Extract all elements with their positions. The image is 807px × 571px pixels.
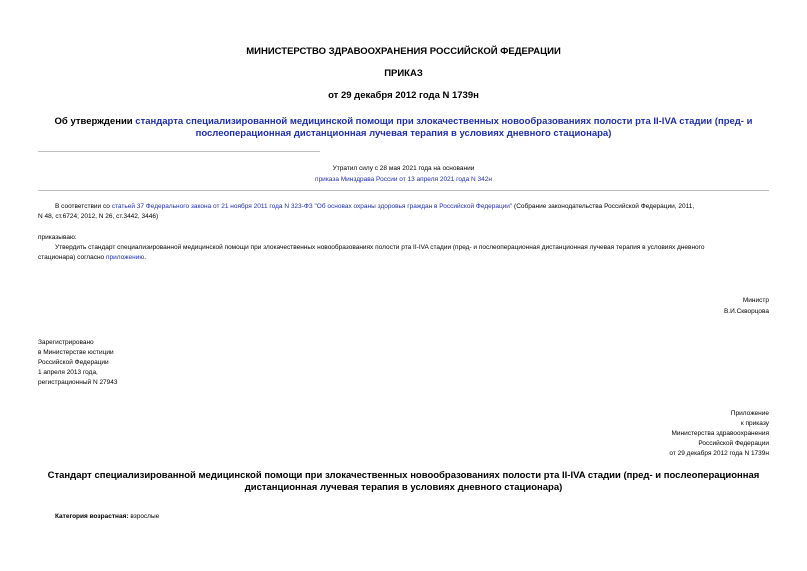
registration-line: Российской Федерации — [38, 359, 109, 366]
order-prikazyvayu: приказываю: — [38, 234, 77, 241]
preamble-after-link: (Собрание законодательства Российской Федерации, 2011, — [512, 203, 695, 210]
doc-date-heading: от 29 декабря 2012 года N 1739н — [328, 90, 479, 101]
law-article-link[interactable]: статьей 37 Федерального закона от 21 ноября 2011 года N 323-ФЗ "Об основах охраны здоровья граждан в Российской Федерации" — [111, 203, 513, 210]
separator-long — [38, 190, 769, 191]
appendix-ref-line: от 29 декабря 2012 года N 1739н — [669, 450, 769, 457]
appendix-ref-line: Министерства здравоохранения — [671, 430, 769, 437]
standard-title-link[interactable]: стандарта специализированной медицинской помощи при злокачественных новообразованиях полости рта II-IVA стадии (пред- и — [135, 116, 753, 127]
registration-line: Зарегистрировано — [38, 339, 94, 346]
age-category-value: взрослые — [128, 513, 160, 520]
standard-title-link-line2[interactable]: послеоперационная дистанционная лучевая терапия в условиях дневного стационара) — [195, 128, 612, 139]
age-category — [55, 512, 159, 522]
status-note: Утратил силу с 28 мая 2021 года на основании — [332, 165, 475, 172]
registration-block — [38, 338, 118, 388]
registration-line: 1 апреля 2013 года, — [38, 369, 98, 376]
order-title-prefix: Об утверждении — [54, 116, 136, 127]
separator-short — [38, 151, 320, 152]
order-text-line2-suffix: . — [144, 254, 147, 261]
status-repeal-link[interactable]: приказа Минздрава России от 13 апреля 2021 года N 342н — [315, 176, 492, 183]
preamble-line1 — [55, 202, 775, 212]
appendix-ref-line: Российской Федерации — [698, 440, 769, 447]
preamble-line2: N 48, ст.6724; 2012, N 26, ст.3442, 3446) — [38, 213, 159, 220]
doc-type-heading: ПРИКАЗ — [384, 68, 423, 79]
signature-name: В.И.Скворцова — [723, 308, 769, 315]
order-text-line1: Утвердить стандарт специализированной медицинской помощи при злокачественных новообразованиях полости рта II-IVA стадии (пред- и послеоперационная дистанционная лучевая терапия в условиях дневного — [55, 244, 705, 251]
standard-title — [0, 470, 807, 494]
order-text-line2-prefix: стационара) согласно — [38, 254, 106, 261]
registration-line: в Министерстве юстиции — [38, 349, 114, 356]
ministry-heading: МИНИСТЕРСТВО ЗДРАВООХРАНЕНИЯ РОССИЙСКОЙ ФЕДЕРАЦИИ — [246, 46, 561, 57]
signature-role: Министр — [742, 297, 769, 304]
appendix-reference-block — [560, 409, 769, 459]
registration-line: регистрационный N 27943 — [38, 379, 118, 386]
appendix-ref-line: Приложение — [730, 410, 769, 417]
standard-title-line1: Стандарт специализированной медицинской помощи при злокачественных новообразованиях полости рта II-IVA стадии (пред- и послеоперационная — [47, 470, 760, 481]
order-text-line2 — [38, 253, 146, 263]
standard-title-line2: дистанционная лучевая терапия в условиях дневного стационара) — [244, 482, 563, 493]
order-title — [0, 116, 807, 140]
age-category-label: Категория возрастная: — [55, 513, 129, 520]
preamble-intro: В соответствии со — [55, 203, 112, 210]
appendix-link[interactable]: приложению — [105, 254, 145, 261]
appendix-ref-line: к приказу — [740, 420, 769, 427]
